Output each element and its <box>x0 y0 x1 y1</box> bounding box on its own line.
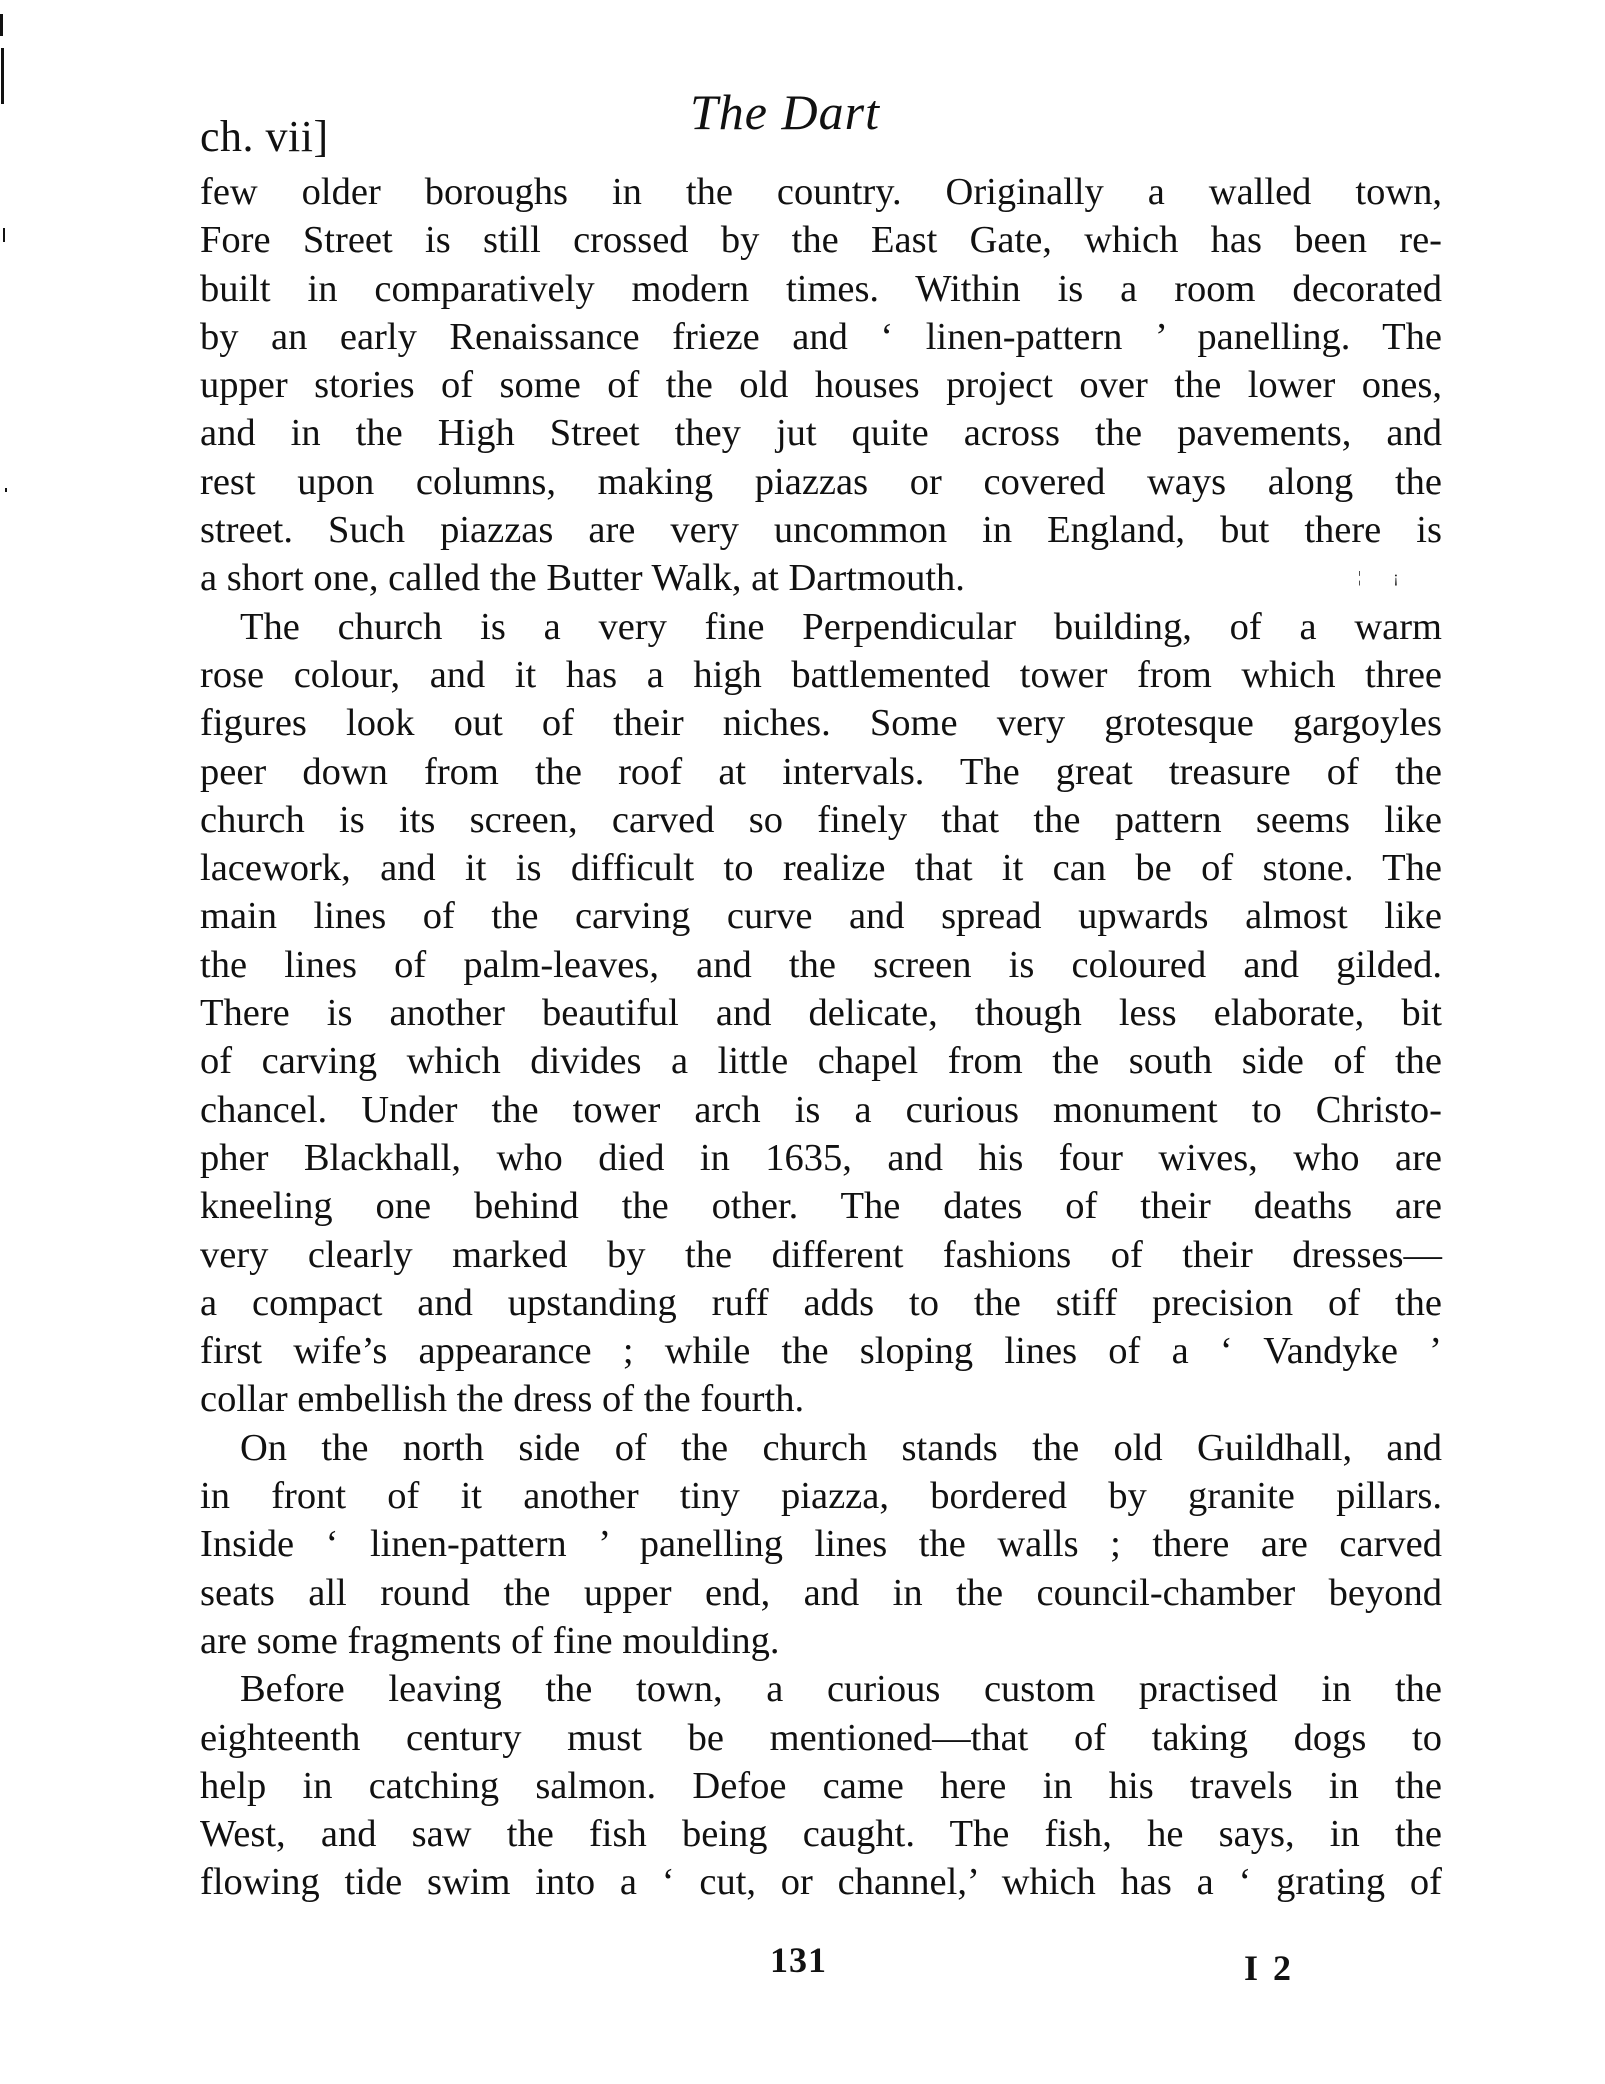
text-line: of carving which divides a little chapel from the south side of the <box>200 1040 1442 1083</box>
text-line: pher Blackhall, who died in 1635, and his four wives, who are <box>200 1136 1442 1179</box>
scan-edge-mark <box>1 48 4 104</box>
text-line: Before leaving the town, a curious custom practised in the <box>240 1668 1442 1711</box>
text-line: church is its screen, carved so finely that the pattern seems like <box>200 798 1442 841</box>
text-line: Inside ‘ linen-pattern ’ panelling lines the walls ; there are carved <box>200 1523 1442 1566</box>
text-line: lacework, and it is difficult to realize that it can be of stone. The <box>200 847 1442 890</box>
text-line: street. Such piazzas are very uncommon in England, but there is <box>200 509 1442 552</box>
text-line: flowing tide swim into a ‘ cut, or channel,’ which has a ‘ grating of <box>200 1861 1442 1904</box>
text-line: rest upon columns, making piazzas or covered ways along the <box>200 460 1442 503</box>
scan-edge-mark <box>5 488 7 492</box>
text-line: On the north side of the church stands the old Guildhall, and <box>240 1426 1442 1469</box>
text-line: kneeling one behind the other. The dates of their deaths are <box>200 1185 1442 1228</box>
text-line: peer down from the roof at intervals. The great treasure of the <box>200 750 1442 793</box>
text-line: built in comparatively modern times. Within is a room decorated <box>200 267 1442 310</box>
text-line: rose colour, and it has a high battlemented tower from which three <box>200 653 1442 696</box>
text-line: few older boroughs in the country. Originally a walled town, <box>200 171 1442 213</box>
text-line: chancel. Under the tower arch is a curious monument to Christo- <box>200 1088 1442 1131</box>
text-line: first wife’s appearance ; while the sloping lines of a ‘ Vandyke ’ <box>200 1330 1442 1373</box>
text-line: collar embellish the dress of the fourth. <box>200 1378 805 1421</box>
signature-mark: I 2 <box>1244 1948 1292 1988</box>
text-line: eighteenth century must be mentioned—that of taking dogs to <box>200 1716 1442 1759</box>
text-line: a compact and upstanding ruff adds to the stiff precision of the <box>200 1281 1442 1324</box>
text-line: There is another beautiful and delicate, though less elaborate, bit <box>200 992 1442 1035</box>
text-line: in front of it another tiny piazza, bordered by granite pillars. <box>200 1475 1442 1518</box>
text-line: a short one, called the Butter Walk, at Dartmouth. <box>200 557 965 600</box>
stray-print-marks: ¦ ¡ <box>1358 569 1413 586</box>
page-number: 131 <box>770 1940 827 1980</box>
text-line: figures look out of their niches. Some very grotesque gargoyles <box>200 702 1442 745</box>
scan-edge-mark <box>0 14 3 36</box>
text-line: help in catching salmon. Defoe came here in his travels in the <box>200 1764 1442 1807</box>
text-line: upper stories of some of the old houses project over the lower ones, <box>200 364 1442 407</box>
text-line: very clearly marked by the different fashions of their dresses— <box>200 1233 1442 1276</box>
text-line: Fore Street is still crossed by the East Gate, which has been re- <box>200 219 1442 262</box>
text-line: West, and saw the fish being caught. The fish, he says, in the <box>200 1813 1442 1856</box>
text-line: and in the High Street they jut quite across the pavements, and <box>200 412 1442 455</box>
text-line: by an early Renaissance frieze and ‘ linen-pattern ’ panelling. The <box>200 315 1442 358</box>
scan-edge-mark <box>3 228 5 242</box>
text-line: main lines of the carving curve and spread upwards almost like <box>200 895 1442 938</box>
running-head-title: The Dart <box>690 84 880 140</box>
body-text <box>200 168 1442 1907</box>
text-line: the lines of palm-leaves, and the screen is coloured and gilded. <box>200 943 1442 986</box>
text-line: are some fragments of fine moulding. <box>200 1619 780 1662</box>
text-line: The church is a very fine Perpendicular building, of a warm <box>240 605 1442 648</box>
text-line: seats all round the upper end, and in the council-chamber beyond <box>200 1571 1442 1614</box>
running-head-chapter: ch. vii] <box>200 112 329 161</box>
